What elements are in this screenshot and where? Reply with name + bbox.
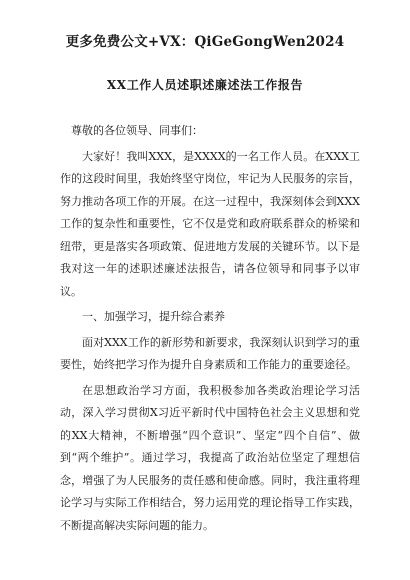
document-body — [60, 120, 360, 537]
paragraph-study-importance: 面对XXX工作的新形势和新要求，我深刻认识到学习的重要性，始终把学习作为提升自身素质和工作能力的重要途径。 — [60, 335, 360, 371]
section-heading: 一、加强学习，提升综合素养 — [82, 310, 225, 323]
paragraph-political-study: 在思想政治学习方面，我积极参加各类政治理论学习活动，深入学习贯彻X习近平新时代中国特色社会主义思想和党的XX大精神，不断增强“四个意识”、坚定“四个自信”、做到“两个维护”。通过学习，我提高了政治站位坚定了理想信念，增强了为人民服务的责任感和使命感。同时，我注重将理论学习与实际工作相结合，努力运用党的理论指导工作实践，不断提高解决实际问题的能力。 — [60, 383, 360, 532]
document-title: XX工作人员述职述廉述法工作报告 — [106, 78, 304, 92]
salutation: 尊敬的各位领导、同事们： — [71, 124, 203, 137]
watermark-header: 更多免费公文+VX：QiGeGongWen2024 — [65, 34, 345, 50]
paragraph-intro: 大家好！我叫XXX，是XXXX的一名工作人员。在XXX工作的这段时间里，我始终坚守岗位，牢记为人民服务的宗旨，努力推动各项工作的开展。在这一过程中，我深刻体会到XXX工作的复杂性和重要性，它不仅是党和政府联系群众的桥梁和纽带，更是落实各项政策、促进地方发展的关键环节。以下是我对这一年的述职述廉述法报告，请各位领导和同事予以审议。 — [60, 149, 360, 298]
